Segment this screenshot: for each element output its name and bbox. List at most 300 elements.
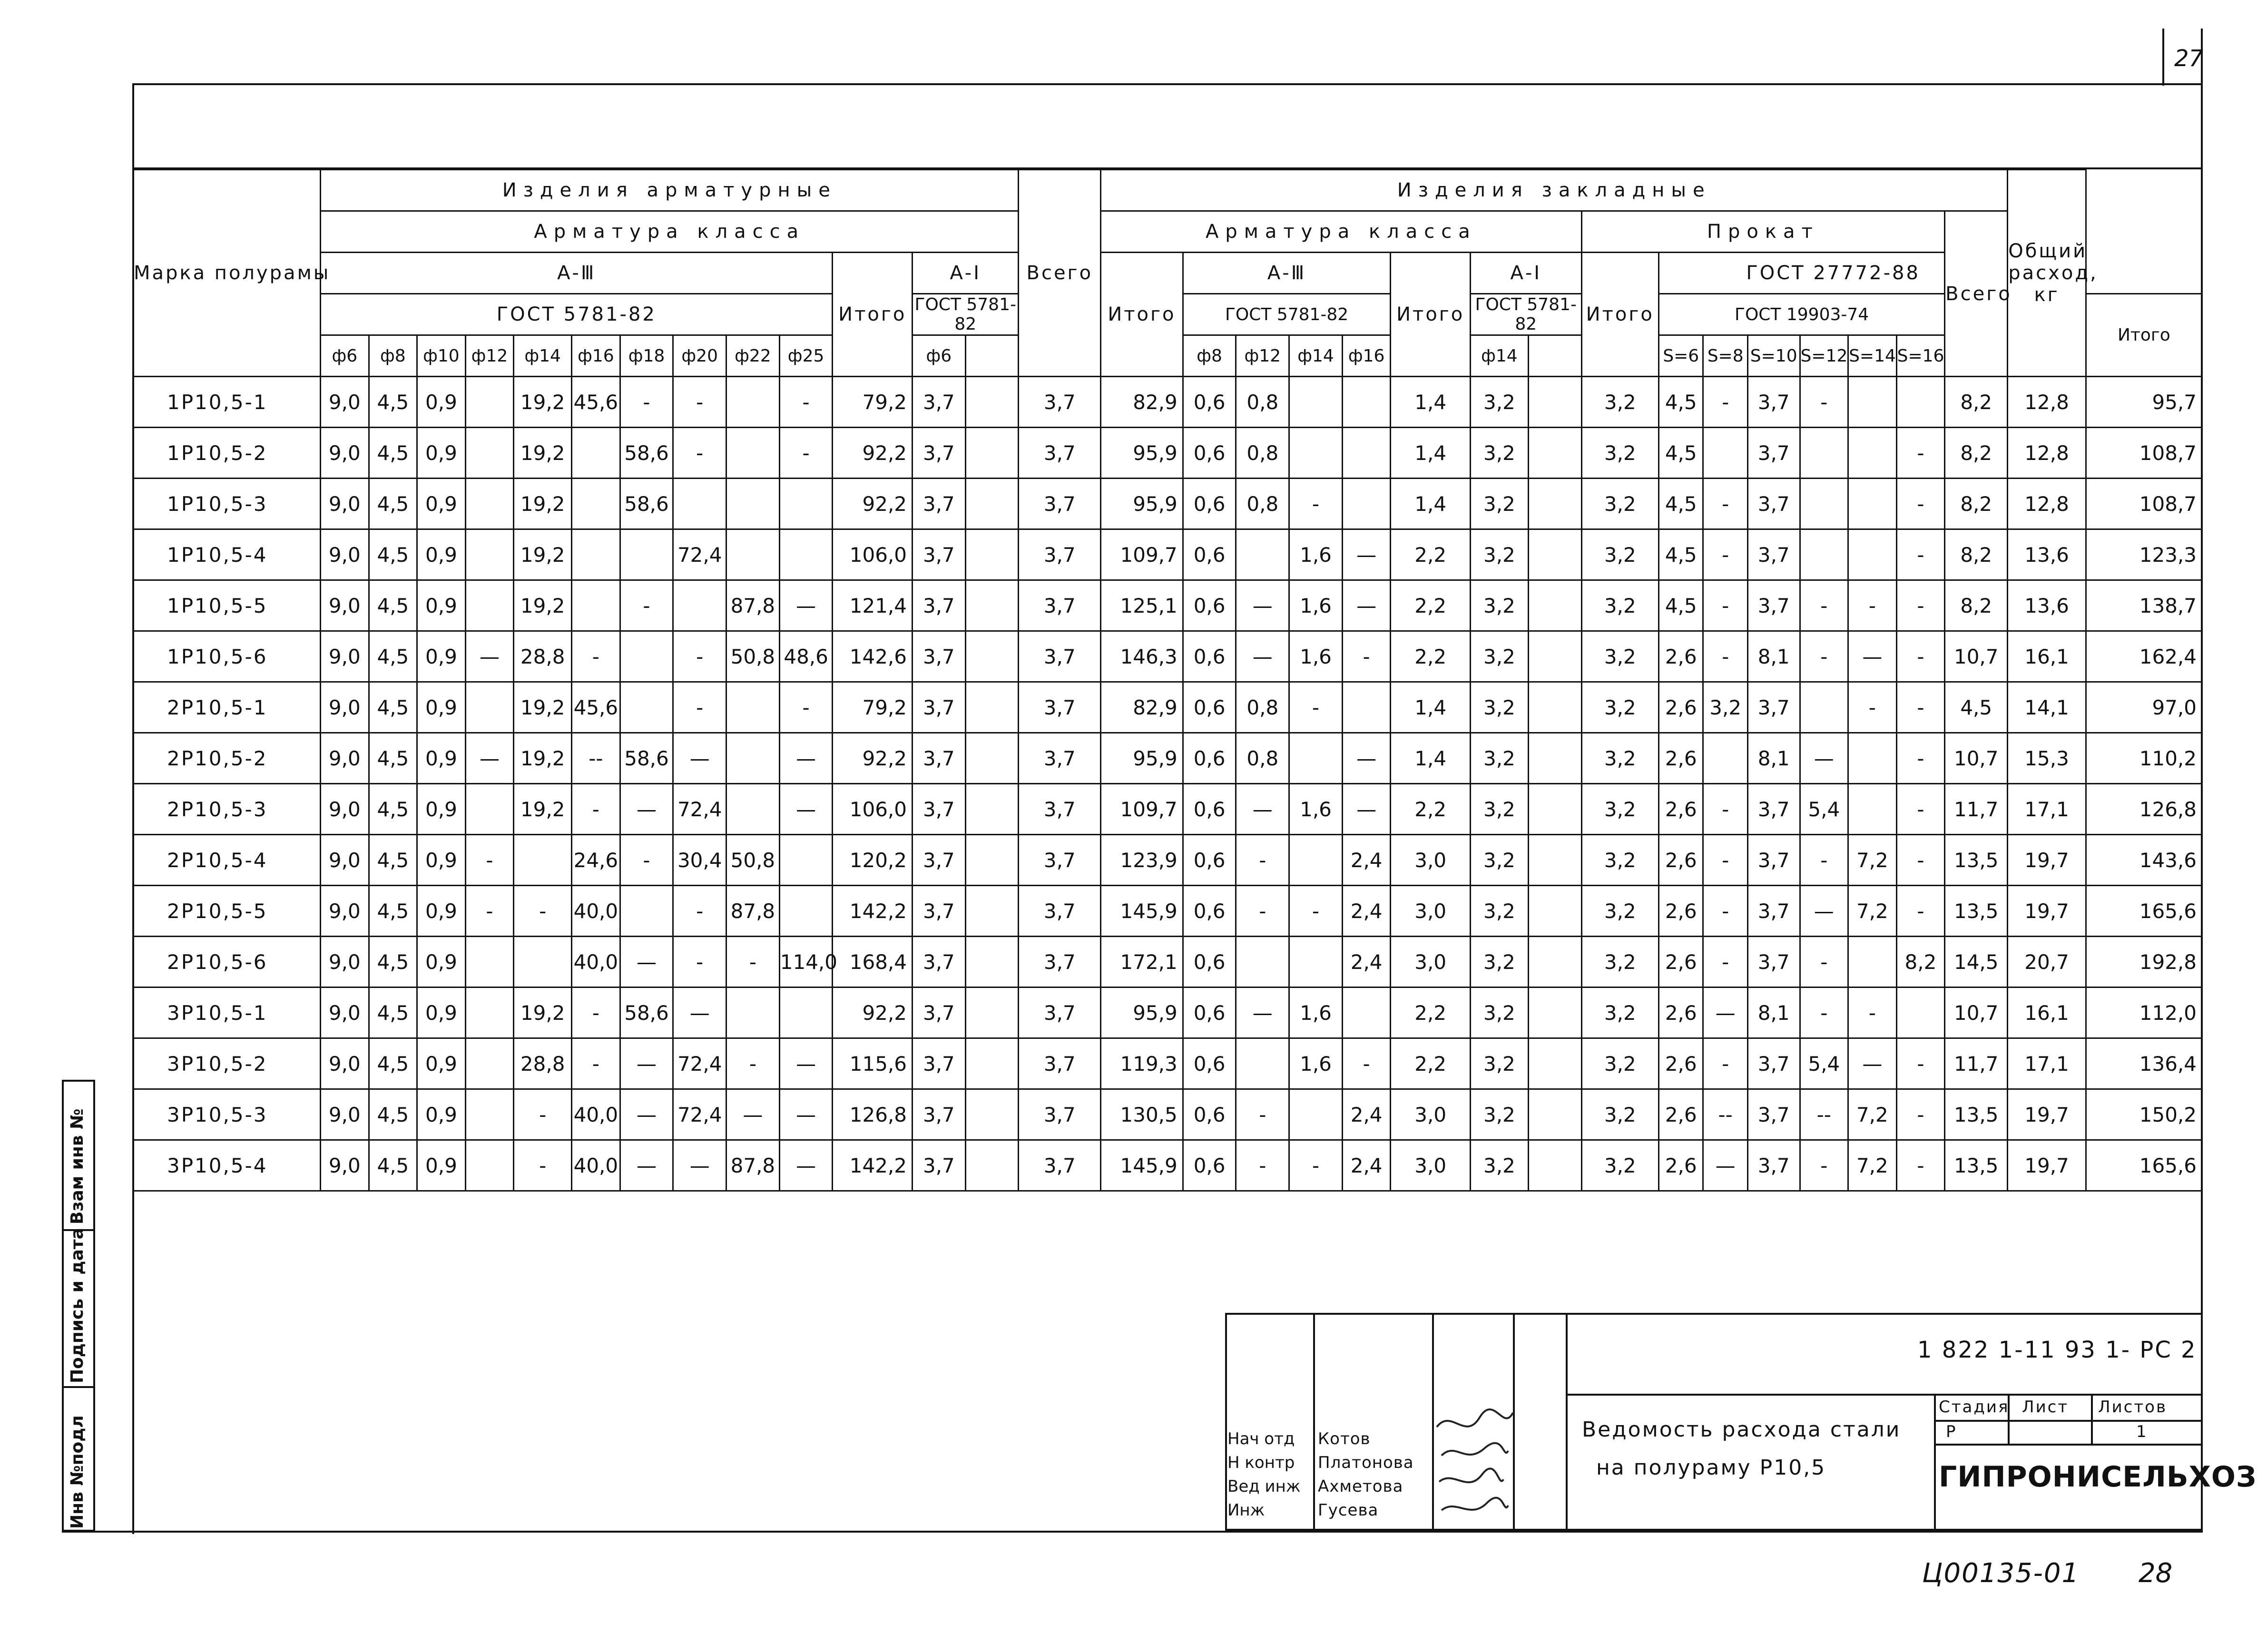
value-cell: - <box>1896 631 1945 682</box>
value-cell: 7,2 <box>1848 1089 1897 1140</box>
value-cell <box>1528 886 1581 937</box>
value-cell <box>726 377 780 428</box>
value-cell: 13,6 <box>2008 529 2086 580</box>
value-cell: 3,2 <box>1470 886 1528 937</box>
value-cell: 92,2 <box>833 733 913 784</box>
value-cell <box>1236 937 1289 987</box>
value-cell: - <box>1896 1089 1945 1140</box>
value-cell: - <box>673 682 726 733</box>
value-cell: - <box>1703 835 1747 886</box>
value-cell: 4,5 <box>369 937 417 987</box>
value-cell: 130,5 <box>1101 1089 1183 1140</box>
value-cell: - <box>673 937 726 987</box>
value-cell: - <box>1896 784 1945 835</box>
value-cell: 4,5 <box>369 377 417 428</box>
value-cell: 0,9 <box>417 784 466 835</box>
value-cell <box>965 987 1019 1038</box>
value-cell: 8,2 <box>1945 529 2008 580</box>
value-cell: 0,6 <box>1183 987 1236 1038</box>
value-cell: — <box>779 580 833 631</box>
tb-divider <box>1313 1313 1315 1531</box>
value-cell: 123,9 <box>1101 835 1183 886</box>
mark-cell: 1Р10,5-2 <box>133 428 321 479</box>
value-cell: 3,2 <box>1470 937 1528 987</box>
value-cell <box>965 937 1019 987</box>
mark-cell: 2Р10,5-6 <box>133 937 321 987</box>
value-cell: 110,2 <box>2086 733 2202 784</box>
value-cell: 13,5 <box>1945 886 2008 937</box>
title-line-2: на полураму Р10,5 <box>1596 1456 1826 1480</box>
value-cell: - <box>1896 529 1945 580</box>
value-cell: 1,4 <box>1391 377 1471 428</box>
value-cell: 0,6 <box>1183 1140 1236 1191</box>
value-cell: 1,6 <box>1289 987 1343 1038</box>
table-row <box>133 580 2202 631</box>
value-cell: 3,7 <box>913 529 966 580</box>
value-cell: 9,0 <box>321 1140 369 1191</box>
value-cell <box>1289 1089 1343 1140</box>
role: Вед инж <box>1227 1477 1301 1496</box>
value-cell: 0,6 <box>1183 886 1236 937</box>
value-cell <box>1848 377 1897 428</box>
side-stamp-inv: Инв №подл <box>68 1415 87 1529</box>
value-cell <box>465 1140 514 1191</box>
value-cell: 0,6 <box>1183 631 1236 682</box>
value-cell: 0,6 <box>1183 733 1236 784</box>
value-cell <box>965 835 1019 886</box>
value-cell: - <box>572 1038 620 1089</box>
dia-a1-header: ф6 <box>913 335 966 377</box>
value-cell: 114,0 <box>779 937 833 987</box>
value-cell <box>965 1038 1019 1089</box>
value-cell: 14,5 <box>1945 937 2008 987</box>
value-cell: — <box>673 733 726 784</box>
value-cell <box>1528 377 1581 428</box>
steel-consumption-table <box>132 169 2203 1192</box>
value-cell: 1,6 <box>1289 631 1343 682</box>
value-cell: 19,7 <box>2008 1140 2086 1191</box>
value-cell <box>673 580 726 631</box>
value-cell: 3,2 <box>1581 987 1658 1038</box>
value-cell: 119,3 <box>1101 1038 1183 1089</box>
value-cell: 87,8 <box>726 1140 780 1191</box>
value-cell: 19,2 <box>514 733 572 784</box>
emb-itogo-a1-header: Итого <box>1581 253 1658 377</box>
value-cell: - <box>1289 479 1343 529</box>
value-cell: 58,6 <box>620 733 673 784</box>
value-cell: 0,6 <box>1183 580 1236 631</box>
value-cell: 19,2 <box>514 784 572 835</box>
value-cell: 1,6 <box>1289 529 1343 580</box>
value-cell: 58,6 <box>620 428 673 479</box>
value-cell: 20,7 <box>2008 937 2086 987</box>
value-cell: - <box>1703 479 1747 529</box>
value-cell: - <box>1800 580 1848 631</box>
value-cell: — <box>1342 733 1391 784</box>
value-cell: 17,1 <box>2008 784 2086 835</box>
value-cell <box>965 1089 1019 1140</box>
value-cell: — <box>1236 987 1289 1038</box>
mark-cell: 2Р10,5-1 <box>133 682 321 733</box>
value-cell: - <box>572 987 620 1038</box>
value-cell: - <box>1896 682 1945 733</box>
value-cell: 4,5 <box>369 1038 417 1089</box>
value-cell: - <box>572 631 620 682</box>
value-cell <box>1528 784 1581 835</box>
value-cell <box>572 428 620 479</box>
value-cell <box>1236 529 1289 580</box>
value-cell: 0,9 <box>417 886 466 937</box>
value-cell <box>726 682 780 733</box>
vsego-reinf-header: Всего <box>1019 170 1101 377</box>
value-cell: — <box>779 784 833 835</box>
plate-header: S=14 <box>1848 335 1897 377</box>
value-cell: 19,2 <box>514 377 572 428</box>
value-cell: 2,6 <box>1659 835 1703 886</box>
emb-dia-a1-empty-header <box>1528 335 1581 377</box>
value-cell <box>965 682 1019 733</box>
value-cell: - <box>1896 835 1945 886</box>
value-cell: 3,7 <box>1019 784 1101 835</box>
value-cell: 9,0 <box>321 1089 369 1140</box>
dia-header: ф22 <box>726 335 780 377</box>
mark-cell: 2Р10,5-5 <box>133 886 321 937</box>
value-cell <box>965 1140 1019 1191</box>
value-cell: 15,3 <box>2008 733 2086 784</box>
value-cell: 4,5 <box>369 428 417 479</box>
value-cell: 40,0 <box>572 1140 620 1191</box>
itogo-a1-header: Итого <box>1101 253 1183 377</box>
value-cell: 28,8 <box>514 631 572 682</box>
value-cell <box>1236 1038 1289 1089</box>
value-cell: 8,1 <box>1747 733 1800 784</box>
reinf-class-header: Арматура класса <box>321 211 1019 253</box>
value-cell: 0,6 <box>1183 377 1236 428</box>
value-cell: 0,8 <box>1236 428 1289 479</box>
value-cell: 8,2 <box>1945 377 2008 428</box>
value-cell: - <box>779 428 833 479</box>
value-cell: 3,7 <box>1747 1140 1800 1191</box>
value-cell: 3,2 <box>1470 784 1528 835</box>
value-cell <box>726 529 780 580</box>
value-cell: 0,9 <box>417 835 466 886</box>
value-cell: 19,2 <box>514 428 572 479</box>
mark-cell: 3Р10,5-4 <box>133 1140 321 1191</box>
value-cell <box>465 529 514 580</box>
value-cell: - <box>1236 835 1289 886</box>
value-cell: — <box>1703 1140 1747 1191</box>
value-cell: 3,7 <box>1019 631 1101 682</box>
value-cell: - <box>673 631 726 682</box>
value-cell: - <box>514 1140 572 1191</box>
value-cell: 0,9 <box>417 987 466 1038</box>
value-cell: 9,0 <box>321 479 369 529</box>
value-cell: - <box>726 937 780 987</box>
rolled-header: Прокат <box>1581 211 1945 253</box>
value-cell: - <box>1236 886 1289 937</box>
value-cell: 19,7 <box>2008 835 2086 886</box>
value-cell: 40,0 <box>572 937 620 987</box>
stage-value: Р <box>1946 1422 1957 1441</box>
mark-cell: 1Р10,5-6 <box>133 631 321 682</box>
value-cell: 3,2 <box>1581 886 1658 937</box>
emb-class-a1-header: А-Ⅰ <box>1470 253 1581 294</box>
table-row <box>133 1140 2202 1191</box>
group-embedded-header: Изделия закладные <box>1101 170 2008 211</box>
value-cell: 126,8 <box>2086 784 2202 835</box>
total-header: Общий расход, кг <box>2008 170 2086 377</box>
value-cell: 3,0 <box>1391 1140 1471 1191</box>
gost-27772-header: ГОСТ 27772-88 <box>1659 253 2008 294</box>
value-cell <box>965 784 1019 835</box>
value-cell: 9,0 <box>321 987 369 1038</box>
emb-class-a3-header: А-Ⅲ <box>1183 253 1391 294</box>
value-cell <box>965 886 1019 937</box>
plate-header: S=10 <box>1747 335 1800 377</box>
value-cell: 142,2 <box>833 886 913 937</box>
value-cell: 3,7 <box>1019 529 1101 580</box>
value-cell: 3,0 <box>1391 937 1471 987</box>
value-cell: 4,5 <box>369 529 417 580</box>
value-cell: 13,6 <box>2008 580 2086 631</box>
value-cell <box>1342 682 1391 733</box>
value-cell: 3,2 <box>1470 1140 1528 1191</box>
value-cell: 79,2 <box>833 682 913 733</box>
dia-header: ф14 <box>514 335 572 377</box>
value-cell <box>1848 733 1897 784</box>
value-cell: 40,0 <box>572 886 620 937</box>
value-cell: 9,0 <box>321 529 369 580</box>
value-cell: 3,7 <box>1019 1038 1101 1089</box>
value-cell: 106,0 <box>833 529 913 580</box>
value-cell: - <box>1800 631 1848 682</box>
value-cell: 82,9 <box>1101 682 1183 733</box>
value-cell <box>465 428 514 479</box>
value-cell: 138,7 <box>2086 580 2202 631</box>
value-cell: 3,2 <box>1581 428 1658 479</box>
stage-label: Стадия <box>1939 1398 2010 1417</box>
mark-cell: 2Р10,5-3 <box>133 784 321 835</box>
value-cell: 19,2 <box>514 479 572 529</box>
value-cell: - <box>514 886 572 937</box>
value-cell: - <box>1703 937 1747 987</box>
value-cell: 3,7 <box>913 937 966 987</box>
value-cell: - <box>1800 987 1848 1038</box>
value-cell: - <box>673 428 726 479</box>
value-cell: 19,2 <box>514 987 572 1038</box>
value-cell <box>673 479 726 529</box>
value-cell: 165,6 <box>2086 886 2202 937</box>
value-cell: 106,0 <box>833 784 913 835</box>
value-cell <box>514 937 572 987</box>
value-cell <box>779 529 833 580</box>
value-cell <box>1848 937 1897 987</box>
value-cell: 8,2 <box>1945 580 2008 631</box>
value-cell: 2,2 <box>1391 580 1471 631</box>
value-cell: 4,5 <box>369 1089 417 1140</box>
value-cell: 3,0 <box>1391 835 1471 886</box>
value-cell: 2,6 <box>1659 1089 1703 1140</box>
value-cell: 3,7 <box>1747 377 1800 428</box>
value-cell: 9,0 <box>321 428 369 479</box>
value-cell: 16,1 <box>2008 987 2086 1038</box>
value-cell <box>1848 784 1897 835</box>
value-cell: 3,7 <box>1747 835 1800 886</box>
value-cell: 30,4 <box>673 835 726 886</box>
mark-cell: 1Р10,5-5 <box>133 580 321 631</box>
emb-gost-5781-a1-header: ГОСТ 5781-82 <box>1470 294 1581 335</box>
table-row <box>133 479 2202 529</box>
value-cell: 8,1 <box>1747 631 1800 682</box>
value-cell: 3,2 <box>1581 937 1658 987</box>
value-cell: 50,8 <box>726 631 780 682</box>
value-cell: 2,2 <box>1391 1038 1471 1089</box>
value-cell: 95,7 <box>2086 377 2202 428</box>
value-cell: 3,2 <box>1470 1089 1528 1140</box>
value-cell: -- <box>1800 1089 1848 1140</box>
tb-hline <box>1934 1420 2203 1422</box>
value-cell: 145,9 <box>1101 886 1183 937</box>
value-cell: - <box>1703 580 1747 631</box>
value-cell <box>1848 529 1897 580</box>
value-cell: 3,7 <box>913 1038 966 1089</box>
role: Нач отд <box>1227 1429 1295 1448</box>
value-cell: 3,0 <box>1391 1089 1471 1140</box>
value-cell: - <box>1703 1038 1747 1089</box>
value-cell: — <box>1342 529 1391 580</box>
plate-header: S=6 <box>1659 335 1703 377</box>
value-cell: 126,8 <box>833 1089 913 1140</box>
value-cell: 4,5 <box>369 784 417 835</box>
value-cell: 2,2 <box>1391 631 1471 682</box>
mark-header: Марка полурамы <box>133 170 321 377</box>
value-cell: 3,2 <box>1581 377 1658 428</box>
value-cell: 2,4 <box>1342 1140 1391 1191</box>
value-cell: 3,2 <box>1470 529 1528 580</box>
value-cell <box>965 631 1019 682</box>
table-body <box>133 377 2202 1191</box>
value-cell: 1,4 <box>1391 428 1471 479</box>
value-cell <box>1800 479 1848 529</box>
emb-dia-header: ф14 <box>1289 335 1343 377</box>
value-cell: 120,2 <box>833 835 913 886</box>
value-cell <box>1528 580 1581 631</box>
value-cell <box>465 377 514 428</box>
value-cell: 19,2 <box>514 529 572 580</box>
value-cell: 8,2 <box>1896 937 1945 987</box>
value-cell: 0,9 <box>417 1140 466 1191</box>
value-cell: — <box>779 1089 833 1140</box>
value-cell: — <box>620 1140 673 1191</box>
value-cell: 3,7 <box>1019 733 1101 784</box>
value-cell: — <box>779 733 833 784</box>
mark-cell: 3Р10,5-3 <box>133 1089 321 1140</box>
value-cell: 3,7 <box>1747 682 1800 733</box>
value-cell: -- <box>572 733 620 784</box>
value-cell: 4,5 <box>369 682 417 733</box>
value-cell: 3,2 <box>1581 479 1658 529</box>
value-cell: 3,7 <box>1747 529 1800 580</box>
tb-hline <box>1566 1394 2203 1396</box>
value-cell: — <box>620 1038 673 1089</box>
value-cell <box>1528 682 1581 733</box>
value-cell <box>465 479 514 529</box>
sheets-label: Листов <box>2098 1398 2168 1417</box>
dia-header: ф10 <box>417 335 466 377</box>
side-stamp <box>62 1080 95 1532</box>
value-cell: 58,6 <box>620 987 673 1038</box>
value-cell: 1,4 <box>1391 479 1471 529</box>
value-cell: 4,5 <box>369 580 417 631</box>
table-row <box>133 987 2202 1038</box>
value-cell: 172,1 <box>1101 937 1183 987</box>
value-cell: 4,5 <box>1659 377 1703 428</box>
side-stamp-signature: Подпись и дата <box>68 1228 87 1383</box>
value-cell: 87,8 <box>726 886 780 937</box>
value-cell: - <box>1289 682 1343 733</box>
value-cell <box>465 937 514 987</box>
tb-vline <box>1934 1394 1936 1532</box>
value-cell: - <box>1236 1140 1289 1191</box>
value-cell: - <box>726 1038 780 1089</box>
itogo-a3-header: Итого <box>833 253 913 377</box>
tb-hline <box>1934 1444 2203 1446</box>
value-cell: 3,2 <box>1581 1140 1658 1191</box>
value-cell <box>779 479 833 529</box>
dia-header: ф25 <box>779 335 833 377</box>
value-cell: 72,4 <box>673 1089 726 1140</box>
value-cell: 0,9 <box>417 1089 466 1140</box>
value-cell: 95,9 <box>1101 987 1183 1038</box>
value-cell: 3,2 <box>1581 784 1658 835</box>
value-cell: - <box>673 886 726 937</box>
value-cell <box>1289 733 1343 784</box>
value-cell: 3,2 <box>1470 377 1528 428</box>
value-cell: — <box>620 784 673 835</box>
value-cell <box>1800 682 1848 733</box>
value-cell: 192,8 <box>2086 937 2202 987</box>
value-cell <box>1800 428 1848 479</box>
value-cell: - <box>1896 1038 1945 1089</box>
value-cell: 1,4 <box>1391 733 1471 784</box>
table-row <box>133 377 2202 428</box>
value-cell: - <box>1703 886 1747 937</box>
value-cell: 9,0 <box>321 377 369 428</box>
gost-19903-header: ГОСТ 19903-74 <box>1659 294 1945 335</box>
value-cell: — <box>465 733 514 784</box>
value-cell: - <box>620 835 673 886</box>
value-cell: 5,4 <box>1800 1038 1848 1089</box>
value-cell: 58,6 <box>620 479 673 529</box>
value-cell: - <box>1896 580 1945 631</box>
dia-a1-empty-header <box>965 335 1019 377</box>
value-cell: - <box>1896 1140 1945 1191</box>
title-line-1: Ведомость расхода стали <box>1582 1417 1901 1442</box>
value-cell: 3,7 <box>1747 886 1800 937</box>
value-cell <box>1800 529 1848 580</box>
value-cell: - <box>465 835 514 886</box>
value-cell: - <box>572 784 620 835</box>
value-cell: 72,4 <box>673 784 726 835</box>
value-cell: 3,2 <box>1581 1089 1658 1140</box>
value-cell: 9,0 <box>321 631 369 682</box>
value-cell: 16,1 <box>2008 631 2086 682</box>
value-cell <box>965 529 1019 580</box>
value-cell <box>514 835 572 886</box>
value-cell: 3,7 <box>1019 937 1101 987</box>
value-cell: 2,2 <box>1391 987 1471 1038</box>
value-cell: 3,2 <box>1470 631 1528 682</box>
